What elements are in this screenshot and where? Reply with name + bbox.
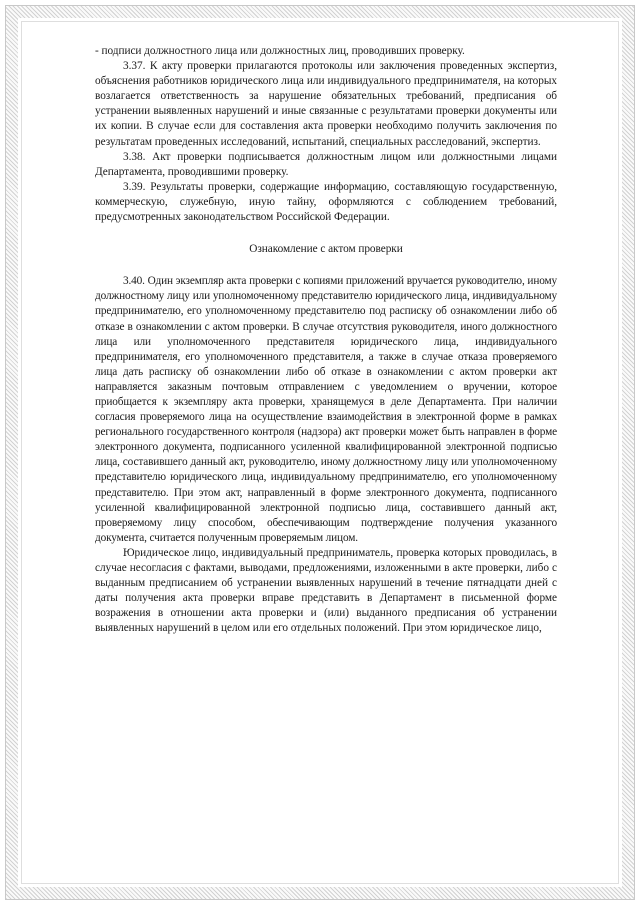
paragraph-3-39: 3.39. Результаты проверки, содержащие информацию, составляющую государственную, коммерческую, служебную, иную тайну, оформляются с соблюдением требований, предусмотренных законодательством Российской Федерации.: [95, 180, 557, 224]
document-body: [95, 44, 557, 636]
paragraph-3-40: 3.40. Один экземпляр акта проверки с копиями приложений вручается руководителю, иному должностному лицу или уполномоченному представителю юридического лица, индивидуальному предпринимателю, его уполномоченному представителю под расписку об ознакомлении либо об отказе в ознакомлении с актом проверки. В случае отсутствия руководителя, иного должностного лица или уполномоченного представителя юридического лица, индивидуального предпринимателя, его уполномоченного представителя, а также в случае отказа проверяемого лица дать расписку об ознакомлении либо об отказе в ознакомлении с актом проверки акт направляется заказным почтовым отправлением с уведомлением о вручении, которое приобщается к экземпляру акта проверки, хранящемуся в деле Департамента. При наличии согласия проверяемого лица на осуществление взаимодействия в электронной форме в рамках регионального государственного контроля (надзора) акт проверки может быть направлен в форме электронного документа, подписанного усиленной квалифицированной электронной подписью лица, составившего данный акт, руководителю, иному должностному лицу или уполномоченному представителю юридического лица, индивидуальному предпринимателю, его уполномоченному представителю. При этом акт, направленный в форме электронного документа, подписанного усиленной квалифицированной электронной подписью лица, составившего данный акт, проверяемому лицу способом, обеспечивающим подтверждение получения указанного документа, считается полученным проверяемым лицом.: [95, 275, 557, 544]
section-heading: Ознакомление с актом проверки: [249, 243, 403, 256]
paragraph-3-37: 3.37. К акту проверки прилагаются протоколы или заключения проведенных экспертиз, объяснения работников юридического лица или индивидуального предпринимателя, на которых возлагается ответственность за нарушение обязательных требований, предписания об устранении выявленных нарушений и иные связанные с результатами проверки документы или их копии. В случае если для составления акта проверки необходимо получить заключения по результатам проведенных исследований, испытаний, специальных расследований, экспертиз.: [95, 60, 557, 148]
paragraph-objection: Юридическое лицо, индивидуальный предприниматель, проверка которых проводилась, в случае несогласия с фактами, выводами, предложениями, изложенными в акте проверки, либо с выданным предписанием об устранении выявленных нарушений в течение пятнадцати дней с даты получения акта проверки вправе представить в Департамент в письменной форме возражения в отношении акта проверки и (или) выданного предписания об устранении выявленных нарушений в целом или его отдельных положений. При этом юридическое лицо,: [95, 546, 557, 635]
intro-line: - подписи должностного лица или должностных лиц, проводивших проверку.: [95, 45, 465, 57]
paragraph-3-38: 3.38. Акт проверки подписывается должностным лицом или должностными лицами Департамента, проводившими проверку.: [95, 150, 557, 178]
